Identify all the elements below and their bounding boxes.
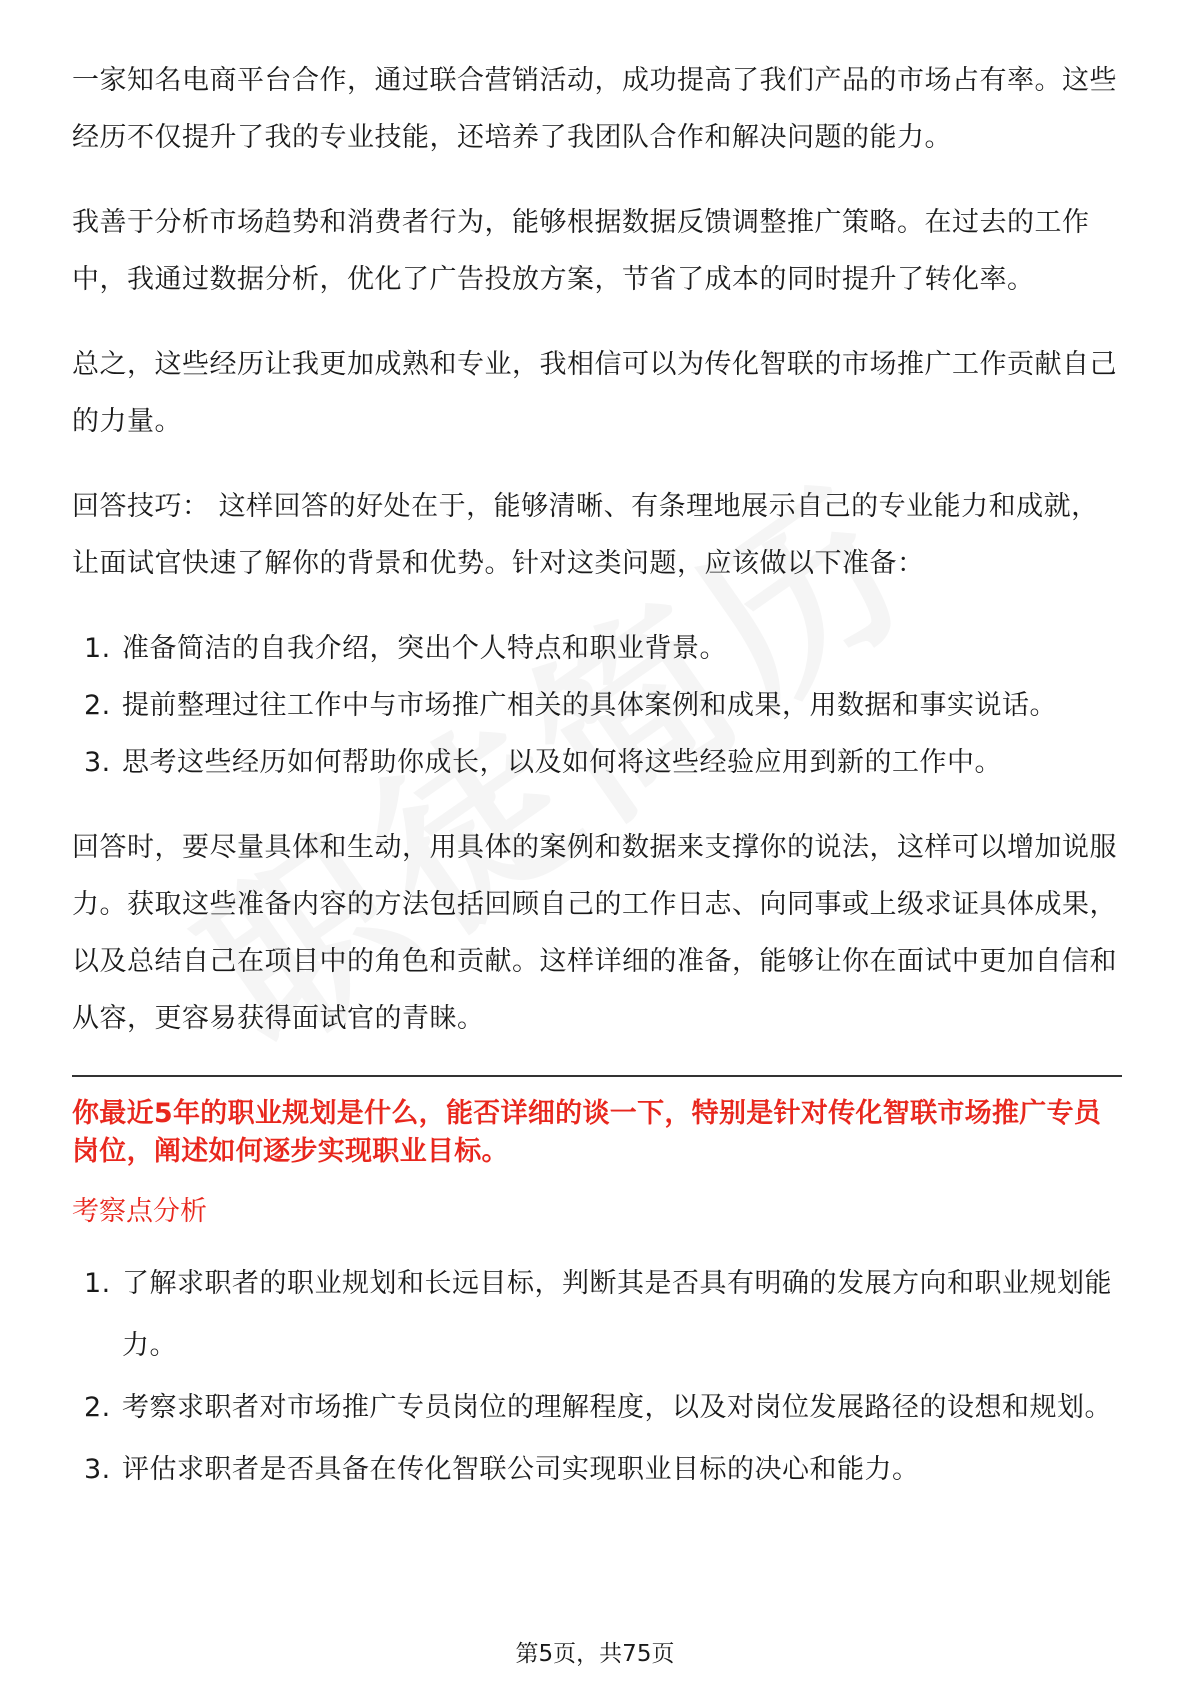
list-item <box>72 620 1122 677</box>
paragraph: 一家知名电商平台合作，通过联合营销活动，成功提高了我们产品的市场占有率。这些经历不仅提升了我的专业技能，还培养了我团队合作和解决问题的能力。 <box>72 65 1117 153</box>
list-text: 考察求职者对市场推广专员岗位的理解程度，以及对岗位发展路径的设想和规划。 <box>122 1392 1112 1423</box>
analysis-list <box>72 1253 1122 1501</box>
list-item <box>72 1439 1122 1501</box>
list-text: 思考这些经历如何帮助你成长，以及如何将这些经验应用到新的工作中。 <box>122 747 1002 778</box>
paragraph: 我善于分析市场趋势和消费者行为，能够根据数据反馈调整推广策略。在过去的工作中，我通过数据分析，优化了广告投放方案，节省了成本的同时提升了转化率。 <box>72 207 1090 295</box>
list-number: 3. <box>84 747 111 778</box>
question-heading: 你最近5年的职业规划是什么，能否详细的谈一下，特别是针对传化智联市场推广专员岗位，阐述如何逐步实现职业目标。 <box>72 1098 1102 1167</box>
list-number: 1. <box>84 1268 111 1299</box>
list-item <box>72 677 1122 734</box>
list-text: 评估求职者是否具备在传化智联公司实现职业目标的决心和能力。 <box>122 1454 920 1485</box>
answer-tips-paragraph: 回答技巧： 这样回答的好处在于，能够清晰、有条理地展示自己的专业能力和成就，让面试官快速了解你的背景和优势。针对这类问题，应该做以下准备： <box>72 491 1099 579</box>
list-number: 2. <box>84 1392 111 1423</box>
list-item <box>72 734 1122 791</box>
closing-paragraph: 回答时，要尽量具体和生动，用具体的案例和数据来支撑你的说法，这样可以增加说服力。获取这些准备内容的方法包括回顾自己的工作日志、向同事或上级求证具体成果，以及总结自己在项目中的角色和贡献。这样详细的准备，能够让你在面试中更加自信和从容，更容易获得面试官的青睐。 <box>72 832 1117 1034</box>
page-content <box>72 52 1122 1529</box>
list-item <box>72 1253 1122 1377</box>
analysis-heading: 考察点分析 <box>72 1196 207 1227</box>
list-number: 1. <box>84 633 111 664</box>
list-number: 2. <box>84 690 111 721</box>
list-text: 了解求职者的职业规划和长远目标，判断其是否具有明确的发展方向和职业规划能力。 <box>122 1268 1112 1361</box>
list-text: 准备简洁的自我介绍，突出个人特点和职业背景。 <box>122 633 727 664</box>
prep-list <box>72 620 1122 791</box>
page-footer: 第5页，共75页 <box>515 1641 675 1667</box>
divider <box>72 1075 1122 1077</box>
list-number: 3. <box>84 1454 111 1485</box>
list-text: 提前整理过往工作中与市场推广相关的具体案例和成果，用数据和事实说话。 <box>122 690 1057 721</box>
paragraph: 总之，这些经历让我更加成熟和专业，我相信可以为传化智联的市场推广工作贡献自己的力量。 <box>72 349 1117 437</box>
list-item <box>72 1377 1122 1439</box>
